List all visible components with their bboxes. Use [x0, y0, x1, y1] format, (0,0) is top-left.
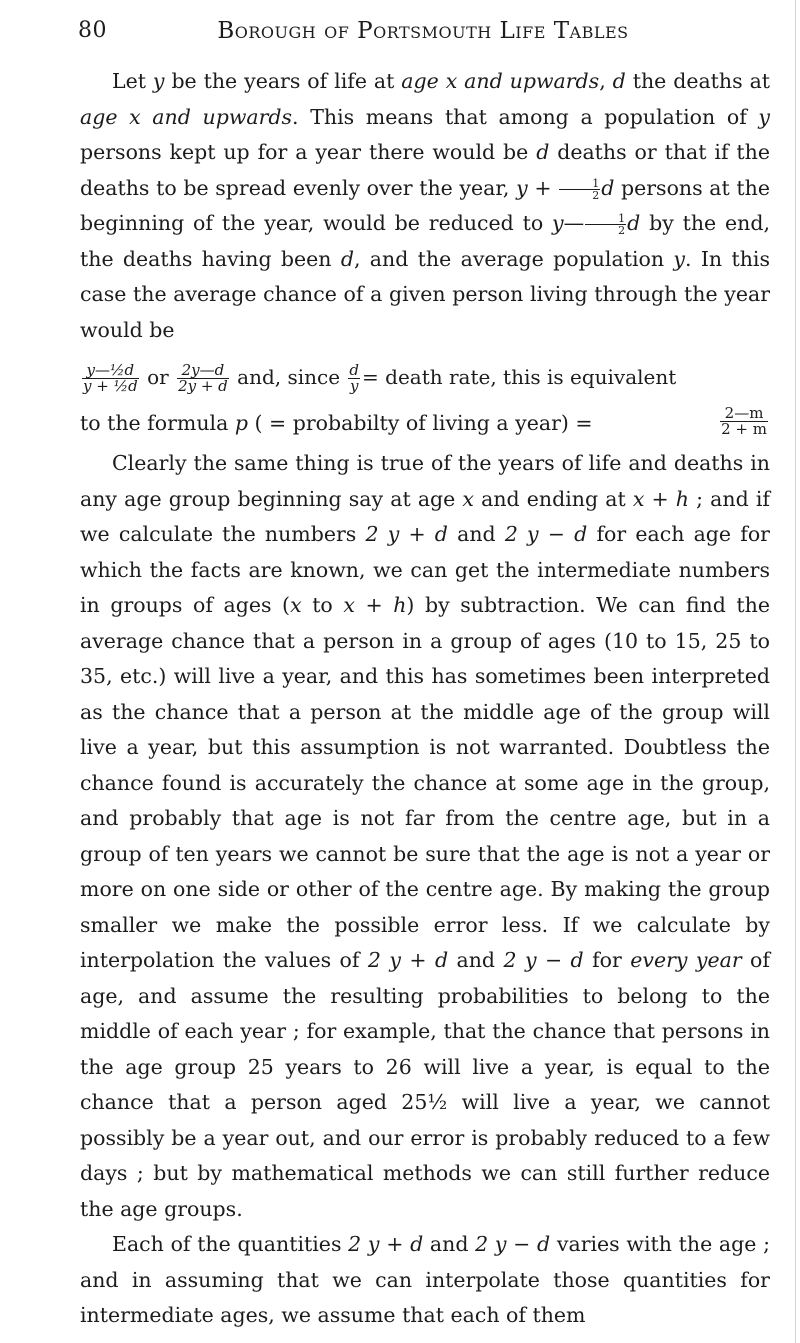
- body-text: [80, 64, 770, 1334]
- page-edge-rule: [795, 0, 796, 1343]
- page-number: 80: [78, 18, 107, 43]
- half-fraction: $\frac{1}{2}$: [585, 213, 626, 236]
- formula-line: to the formula p ( = probabilty of living a year) = $\frac{2—m}{2 + m}$: [80, 404, 767, 438]
- paragraph-3: Each of the quantities 2 y + d and 2 y − d varies with the age ; and in assuming that we can interpolate those quantities for intermediate ages, we assume that each of them: [80, 1232, 770, 1327]
- running-header: [78, 14, 768, 50]
- equation-line: $\frac{\text{y—½d}}{\text{y + ½d}}$ or $\frac{2y—d}{2y + d}$ and, since $\frac{d}{y}$ = death rate, this is equivalent: [83, 361, 677, 395]
- formula-fraction: $\frac{2—m}{2 + m}$: [721, 404, 767, 438]
- fraction-1: $\frac{\text{y—½d}}{\text{y + ½d}}$: [83, 361, 138, 395]
- paragraph-1: Let y be the years of life at age x and upwards, d the deaths at age x and upwards. This means that among a population of y persons kept up for a year there would be d deaths or that if the deaths to be spread evenly over the year, y + $\frac{1}{2}$ d persons at the beginning of the year, would be reduced to y— $\frac{1}{2}$ d by the end, the deaths having been d, and the average population y. In this case the average chance of a given person living through the year would be: [80, 69, 771, 342]
- running-title: Borough of Portsmouth Life Tables: [217, 18, 629, 44]
- fraction-3: $\frac{d}{y}$: [349, 361, 360, 395]
- paragraph-2: Clearly the same thing is true of the years of life and deaths in any age group beginning say at age x and ending at x + h ; and if we calculate the numbers 2 y + d and 2 y − d for each age for which the facts are known, we can get the intermediate numbers in groups of ages (x to x + h) by subtraction. We can find the average chance that a person in a group of ages (10 to 15, 25 to 35, etc.) will live a year, and this has sometimes been interpreted as the chance that a person at the middle age of the group will live a year, but this assumption is not warranted. Doubtless the chance found is accurately the chance at some age in the group, and probably that age is not far from the centre age, but in a group of ten years we cannot be sure that the age is not a year or more on one side or other of the centre age. By making the group smaller we make the possible error less. If we calculate by interpolation the values of 2 y + d and 2 y − d for every year of age, and assume the resulting probabilities to belong to the middle of each year ; for example, that the chance that persons in the age group 25 years to 26 will live a year, is equal to the chance that a person aged 25½ will live a year, we cannot possibly be a year out, and our error is probably reduced to a few days ; but by mathematical methods we can still further reduce the age groups.: [80, 451, 770, 1221]
- fraction-2: $\frac{2y—d}{2y + d}$: [178, 361, 228, 395]
- half-fraction: $\frac{1}{2}$: [559, 178, 600, 201]
